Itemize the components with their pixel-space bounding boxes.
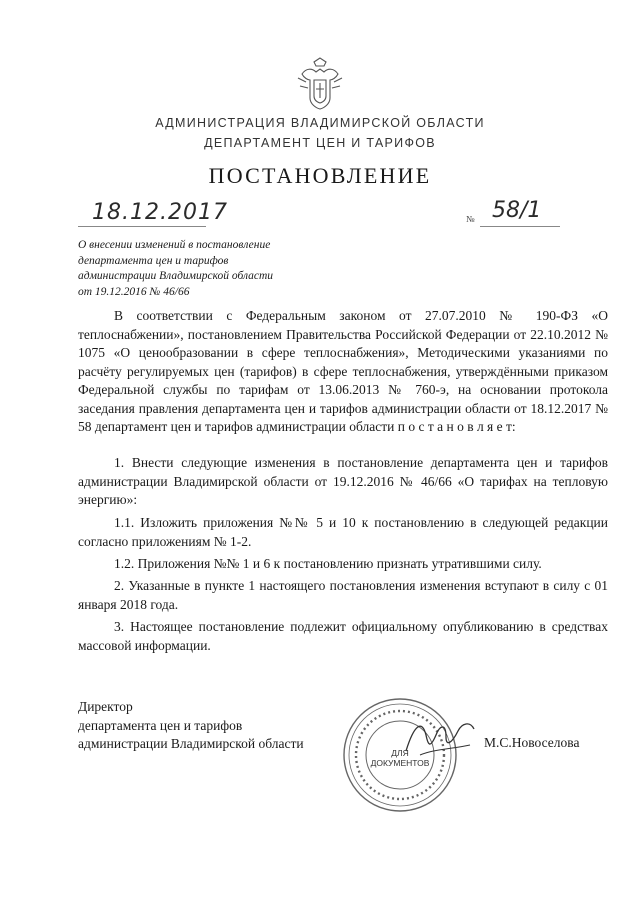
signer-department: департамента цен и тарифов [78, 717, 243, 733]
subject-line: департамента цен и тарифов [78, 254, 229, 267]
signer-name: М.С.Новоселова [484, 735, 580, 750]
subject-line: О внесении изменений в постановление [78, 239, 271, 251]
signer-position: Директор [78, 699, 133, 714]
document-subject [78, 238, 338, 300]
number-sign: № [466, 214, 475, 224]
subject-line: администрации Владимирской области [78, 270, 274, 282]
preamble-paragraph: В соответствии с Федеральным законом от 27.07.2010 № 190-ФЗ «О теплоснабжении», постановлением Правительства Российской Федерации от 22.10.2012 № 1075 «О ценообразовании в сфере теплоснабжения», Методическими указаниями по расчёту регулируемых цен (тарифов) в сфере теплоснабжения, утверждёнными приказом Федеральной службы по тарифам от 13.06.2013 № 760-э, на основании протокола заседания правления департамента цен и тарифов администрации области от 18.12.2017 № 58 департамент цен и тарифов администрации области п о с т а н о в л я е т: [78, 308, 608, 434]
subject-line: от 19.12.2016 № 46/66 [78, 285, 190, 298]
seal-line: ДОКУМЕНТОВ [370, 758, 430, 768]
date-underline [78, 226, 206, 227]
seal-line: ДЛЯ [391, 748, 409, 758]
clause-1: 1. Внести следующие изменения в постановление департамента цен и тарифов администрации Владимирской области от 19.12.2016 № 46/66 «О тарифах на тепловую энергию»: [78, 455, 608, 507]
signer-administration: администрации Владимирской области [78, 736, 304, 751]
clause-2: 2. Указанные в пункте 1 настоящего постановления изменения вступают в силу с 01 января 2018 года. [78, 578, 608, 612]
document-date: 18.12.2017 [92, 200, 228, 225]
coat-of-arms-icon [292, 52, 348, 112]
clause-1-1: 1.1. Изложить приложения №№ 5 и 10 к постановлению в следующей редакции согласно приложениям № 1-2. [78, 515, 608, 549]
organization-name: АДМИНИСТРАЦИЯ ВЛАДИМИРСКОЙ ОБЛАСТИ [155, 116, 485, 130]
department-name: ДЕПАРТАМЕНТ ЦЕН И ТАРИФОВ [204, 136, 436, 150]
number-underline [480, 226, 560, 227]
signature-block [78, 698, 304, 754]
document-title: ПОСТАНОВЛЕНИЕ [208, 163, 432, 188]
clause-1-2: 1.2. Приложения №№ 1 и 6 к постановлению признать утратившими силу. [114, 556, 542, 571]
clause-3: 3. Настоящее постановление подлежит официальному опубликованию в средствах массовой информации. [78, 619, 608, 653]
handwritten-signature [400, 705, 480, 765]
document-number: 58/1 [492, 198, 542, 223]
